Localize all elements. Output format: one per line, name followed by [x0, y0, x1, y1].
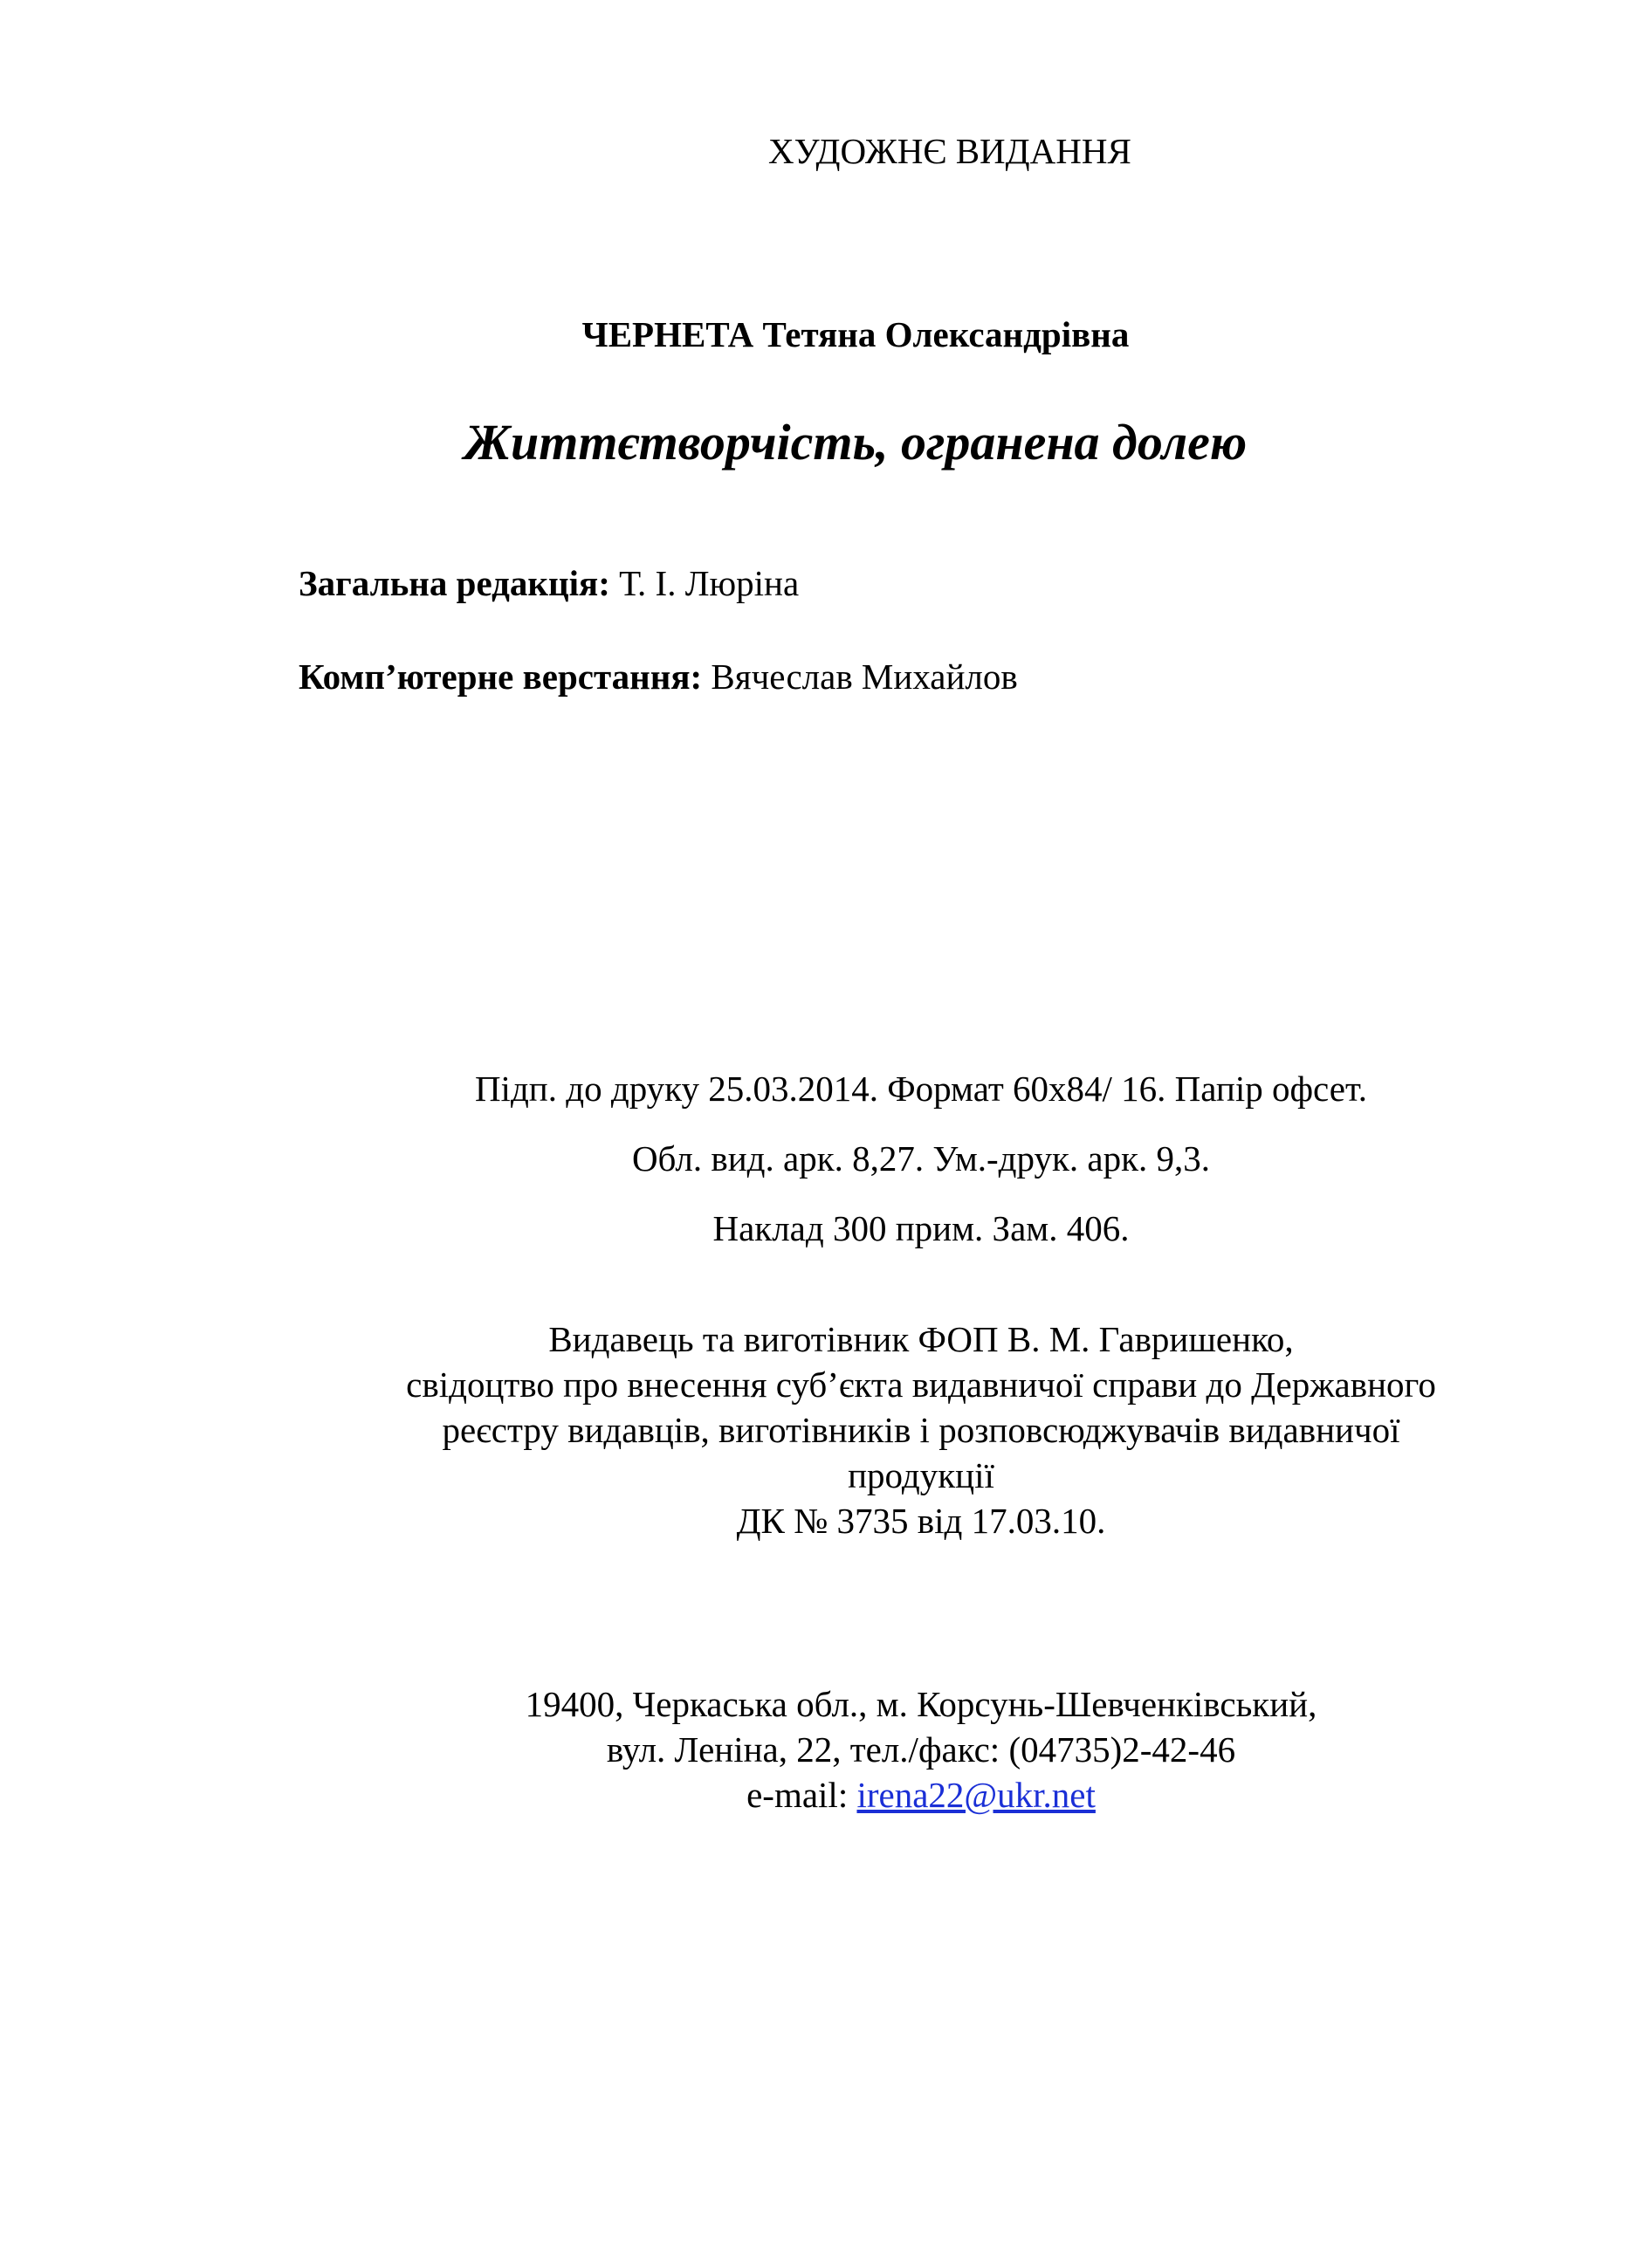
publisher-line-1: Видавець та виготівник ФОП В. М. Гавришенко,: [548, 1319, 1294, 1359]
editor-credit: [299, 561, 799, 605]
editor-name: Т. І. Люріна: [609, 563, 800, 603]
imprint-line-1: Підп. до друку 25.03.2014. Формат 60х84/ 16. Папір офсет.: [474, 1069, 1368, 1109]
edition-type: ХУДОЖНЄ ВИДАННЯ: [768, 131, 1131, 171]
email-label: e-mail:: [746, 1775, 857, 1815]
imprint-line-2: Обл. вид. арк. 8,27. Ум.-друк. арк. 9,3.: [631, 1138, 1211, 1179]
layout-credit: [299, 655, 1018, 698]
imprint-line-3: Наклад 300 прим. Зам. 406.: [712, 1208, 1130, 1248]
publisher-block: [0, 1316, 1650, 1543]
layout-name: Вячеслав Михайлов: [702, 656, 1018, 697]
editor-label: Загальна редакція:: [299, 563, 610, 603]
book-title: Життєтворчість, огранена долею: [464, 414, 1248, 471]
email-line: [0, 1772, 1650, 1818]
address-block: [0, 1681, 1650, 1818]
author-name: ЧЕРНЕТА Тетяна Олександрівна: [581, 314, 1130, 354]
publisher-line-5: ДК № 3735 від 17.03.10.: [736, 1501, 1106, 1541]
email-link[interactable]: irena22@ukr.net: [856, 1775, 1096, 1815]
publisher-line-4: продукції: [848, 1455, 994, 1495]
address-line-2: вул. Леніна, 22, тел./факс: (04735)2-42-46: [606, 1729, 1236, 1770]
publisher-line-3: реєстру видавців, виготівників і розповсюджувачів видавничої: [442, 1410, 1400, 1450]
address-line-1: 19400, Черкаська обл., м. Корсунь-Шевченківський,: [525, 1684, 1317, 1724]
publisher-line-2: свідоцтво про внесення суб’єкта видавничої справи до Державного: [406, 1364, 1436, 1405]
layout-label: Комп’ютерне верстання:: [299, 656, 703, 697]
